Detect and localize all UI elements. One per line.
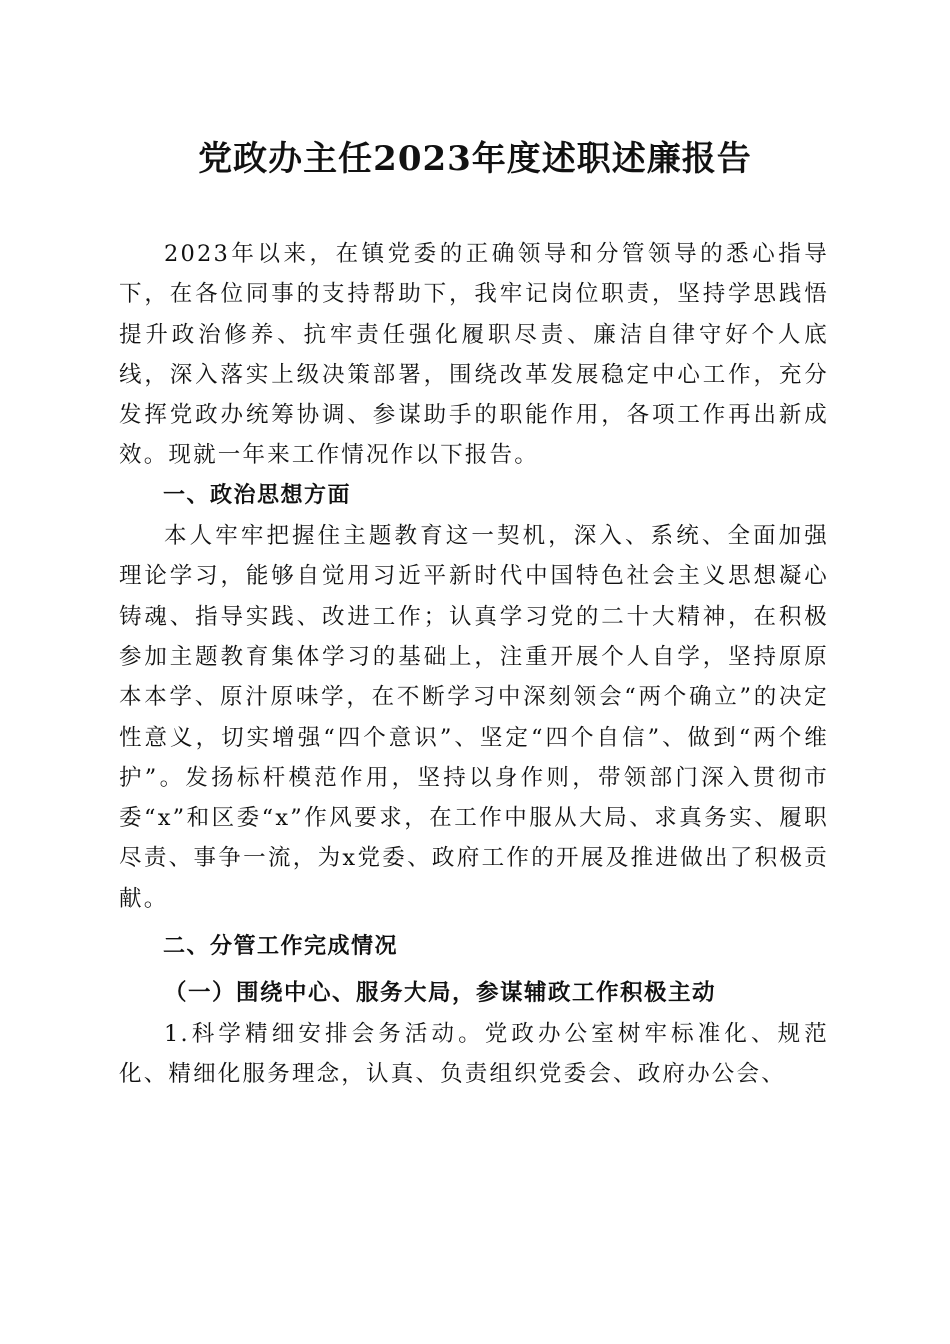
section-heading-political: 一、政治思想方面 [163, 482, 352, 508]
section-heading-work: 二、分管工作完成情况 [163, 934, 399, 960]
intro-paragraph: 2023年以来，在镇党委的正确领导和分管领导的悉心指导下，在各位同事的支持帮助下，我牢记岗位职责，坚持学思践悟提升政治修养、抗牢责任强化履职尽责、廉洁自律守好个人底线，深入落实上级决策部署，围绕改革发展稳定中心工作，充分发挥党政办统筹协调、参谋助手的职能作用，各项工作再出新成效。现就一年来工作情况作以下报告。 [119, 241, 829, 469]
item-paragraph: 1.科学精细安排会务活动。党政办公室树牢标准化、规范化、精细化服务理念，认真、负责组织党委会、政府办公会、 [119, 1020, 829, 1087]
political-paragraph: 本人牢牢把握住主题教育这一契机，深入、系统、全面加强理论学习，能够自觉用习近平新时代中国特色社会主义思想凝心铸魂、指导实践、改进工作；认真学习党的二十大精神，在积极参加主题教育集体学习的基础上，注重开展个人自学，坚持原原本本学、原汁原味学，在不断学习中深刻领会“两个确立”的决定性意义，切实增强“四个意识”、坚定“四个自信”、做到“两个维护”。发扬标杆模范作用，坚持以身作则，带领部门深入贯彻市委“x”和区委“x”作风要求，在工作中服从大局、求真务实、履职尽责、事争一流，为x党委、政府工作的开展及推进做出了积极贡献。 [119, 523, 829, 912]
document-body [119, 234, 829, 1094]
page-title: 党政办主任2023年度述职述廉报告 [198, 139, 752, 179]
subsection-heading: （一）围绕中心、服务大局，参谋辅政工作积极主动 [164, 980, 717, 1007]
